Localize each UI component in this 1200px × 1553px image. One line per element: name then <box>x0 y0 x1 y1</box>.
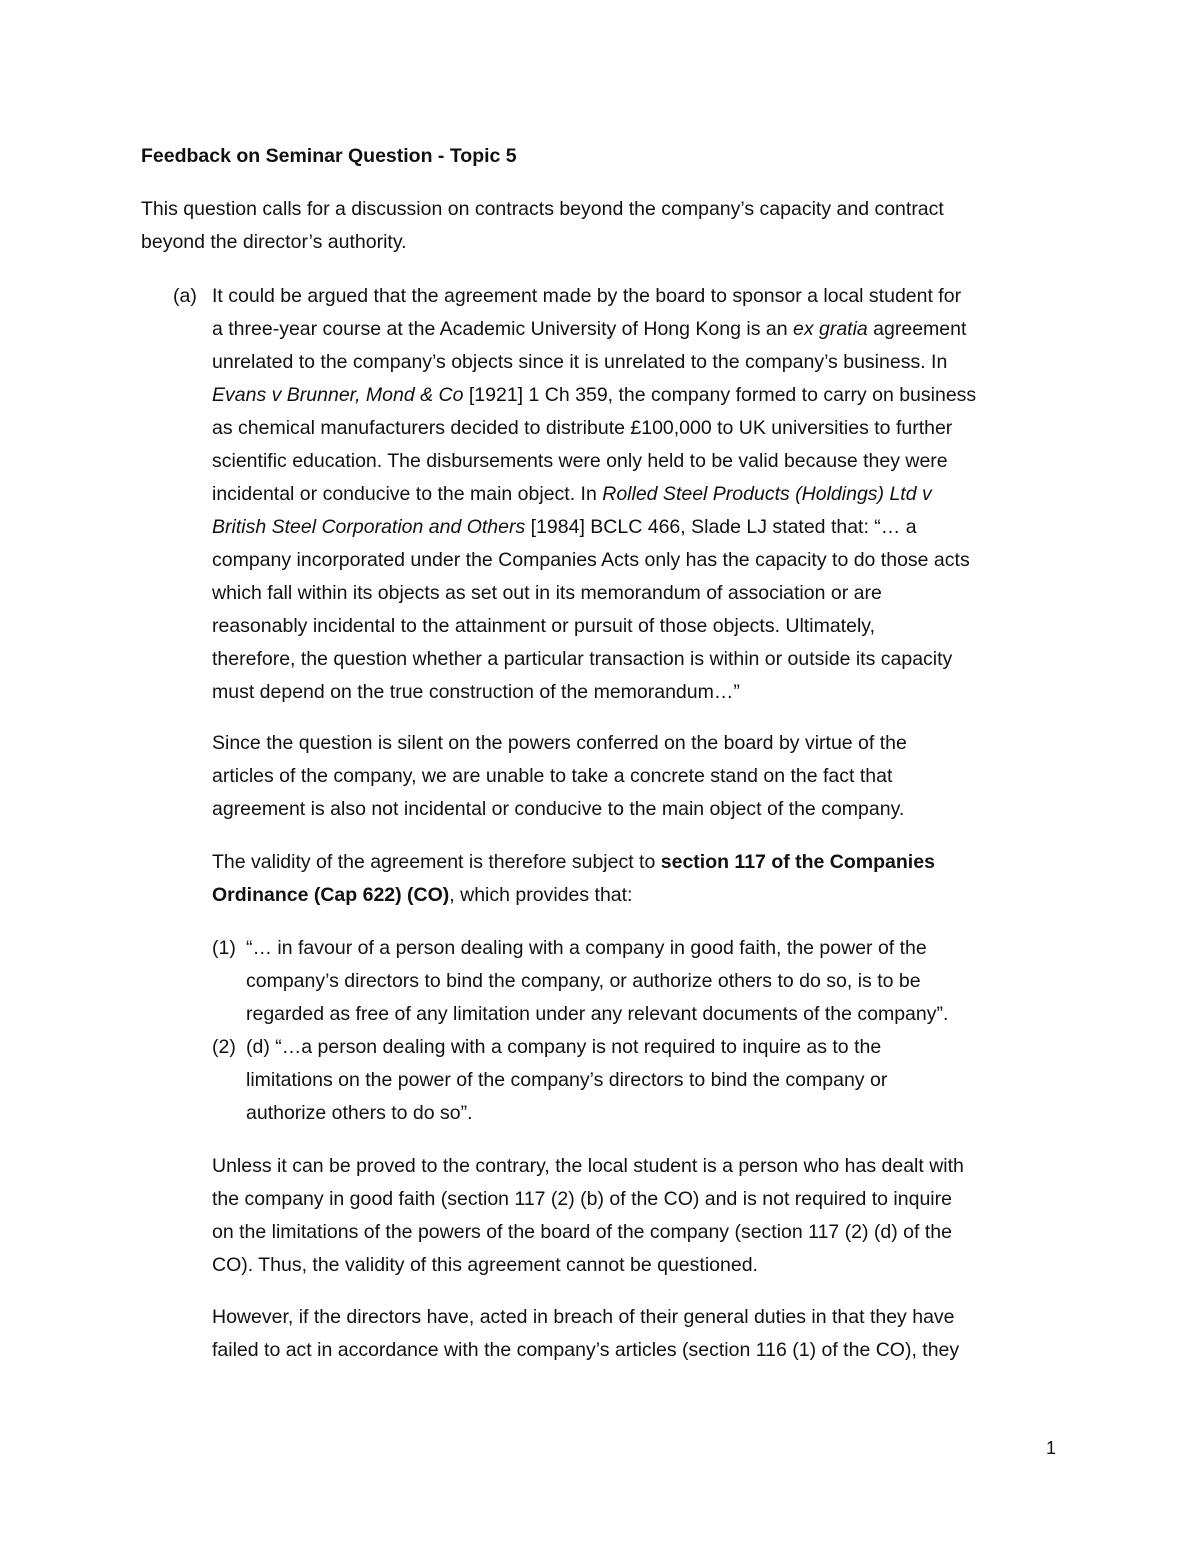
quote-2-label: (2) <box>212 1036 236 1058</box>
text-run: [1984] BCLC 466, Slade LJ stated that: “… a <box>525 516 917 538</box>
text-line <box>212 879 1072 912</box>
quote-2 <box>246 1031 1066 1130</box>
text-run: a three-year course at the Academic University of Hong Kong is an <box>212 318 793 340</box>
text-line: Unless it can be proved to the contrary, the local student is a person who has dealt with <box>212 1155 964 1177</box>
text-run: incidental or conducive to the main object. In <box>212 483 603 505</box>
text-line: must depend on the true construction of the memorandum…” <box>212 681 740 703</box>
item-a-paragraph-4 <box>212 1150 1072 1282</box>
text-line: unrelated to the company’s objects since it is unrelated to the company’s business. In <box>212 351 948 373</box>
quote-1 <box>246 932 1066 1031</box>
text-line: However, if the directors have, acted in breach of their general duties in that they have <box>212 1306 955 1328</box>
text-line: CO). Thus, the validity of this agreement cannot be questioned. <box>212 1254 758 1276</box>
item-a-paragraph-3 <box>212 846 1072 912</box>
text-line: on the limitations of the powers of the board of the company (section 117 (2) (d) of the <box>212 1221 952 1243</box>
text-line: therefore, the question whether a particular transaction is within or outside its capacity <box>212 648 953 670</box>
text-run: agreement <box>867 318 967 340</box>
text-line: agreement is also not incidental or conducive to the main object of the company. <box>212 798 905 820</box>
text-line: the company in good faith (section 117 (2) (b) of the CO) and is not required to inquire <box>212 1188 952 1210</box>
page-number: 1 <box>1046 1438 1057 1458</box>
text-line: authorize others to do so”. <box>246 1102 473 1124</box>
text-line: company’s directors to bind the company, or authorize others to do so, is to be <box>246 970 921 992</box>
text-line: regarded as free of any limitation under any relevant documents of the company”. <box>246 1003 949 1025</box>
text-line <box>212 313 1072 346</box>
text-run: The validity of the agreement is therefore subject to <box>212 851 661 873</box>
statute-reference: Ordinance (Cap 622) (CO) <box>212 884 450 906</box>
text-run: , which provides that: <box>449 884 633 906</box>
quote-1-label: (1) <box>212 937 236 959</box>
italic-term: ex gratia <box>792 318 868 340</box>
text-line: scientific education. The disbursements were only held to be valid because they were <box>212 450 948 472</box>
item-a-paragraph-2 <box>212 727 1072 826</box>
statute-reference: section 117 of the Companies <box>660 851 935 873</box>
text-line <box>212 478 1072 511</box>
text-line <box>212 379 1072 412</box>
case-citation: Rolled Steel Products (Holdings) Ltd v <box>602 483 932 505</box>
intro-line: This question calls for a discussion on contracts beyond the company’s capacity and contract <box>141 198 944 220</box>
text-line <box>212 846 1072 879</box>
text-line: articles of the company, we are unable to take a concrete stand on the fact that <box>212 765 893 787</box>
intro-paragraph <box>141 193 1051 259</box>
text-line <box>212 511 1072 544</box>
case-citation: British Steel Corporation and Others <box>212 516 526 538</box>
text-line: It could be argued that the agreement made by the board to sponsor a local student for <box>212 285 962 307</box>
document-title: Feedback on Seminar Question - Topic 5 <box>141 145 517 167</box>
text-line: which fall within its objects as set out in its memorandum of association or are <box>212 582 882 604</box>
text-line: “… in favour of a person dealing with a company in good faith, the power of the <box>246 937 927 959</box>
text-line: as chemical manufacturers decided to distribute £100,000 to UK universities to further <box>212 417 953 439</box>
text-line: Since the question is silent on the powers conferred on the board by virtue of the <box>212 732 907 754</box>
text-line: company incorporated under the Companies Acts only has the capacity to do those acts <box>212 549 970 571</box>
item-a-paragraph-5 <box>212 1301 1072 1367</box>
text-line: (d) “…a person dealing with a company is not required to inquire as to the <box>246 1036 882 1058</box>
text-line: failed to act in accordance with the company’s articles (section 116 (1) of the CO), they <box>212 1339 960 1361</box>
text-run: [1921] 1 Ch 359, the company formed to carry on business <box>463 384 977 406</box>
case-citation: Evans v Brunner, Mond & Co <box>212 384 464 406</box>
item-a-label: (a) <box>173 285 197 307</box>
intro-line: beyond the director’s authority. <box>141 231 407 253</box>
text-line: reasonably incidental to the attainment or pursuit of those objects. Ultimately, <box>212 615 875 637</box>
item-a-paragraph-1 <box>212 280 1072 709</box>
text-line: limitations on the power of the company’s directors to bind the company or <box>246 1069 888 1091</box>
